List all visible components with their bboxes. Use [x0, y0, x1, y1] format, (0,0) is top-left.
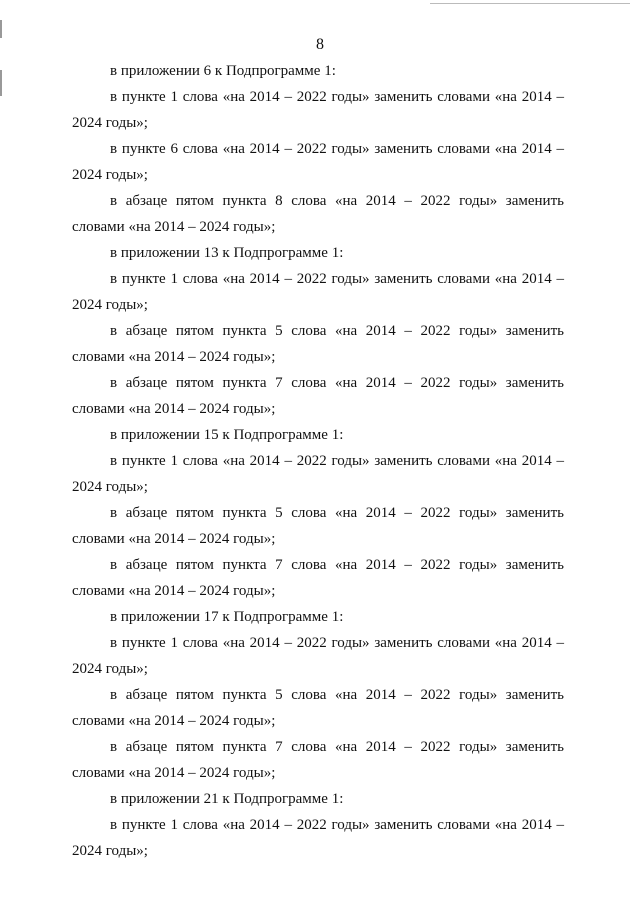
scan-mark-left: [0, 20, 2, 38]
paragraph-appendix-15: в приложении 15 к Подпрограмме 1:: [110, 427, 344, 443]
page-number: 8: [316, 36, 324, 53]
paragraph: в абзаце пятом пункта 8 слова «на 2014 – 2022 годы» заменить словами «на 2014 – 2024 годы»;: [72, 193, 564, 235]
paragraph: в абзаце пятом пункта 5 слова «на 2014 – 2022 годы» заменить словами «на 2014 – 2024 годы»;: [72, 323, 564, 365]
paragraph-appendix-13: в приложении 13 к Подпрограмме 1:: [110, 245, 344, 261]
paragraph: в абзаце пятом пункта 7 слова «на 2014 – 2022 годы» заменить словами «на 2014 – 2024 годы»;: [72, 739, 564, 781]
paragraph: в пункте 6 слова «на 2014 – 2022 годы» заменить словами «на 2014 – 2024 годы»;: [72, 141, 564, 183]
paragraph-appendix-6: в приложении 6 к Подпрограмме 1:: [110, 63, 336, 79]
paragraph-appendix-17: в приложении 17 к Подпрограмме 1:: [110, 609, 344, 625]
paragraph: в абзаце пятом пункта 7 слова «на 2014 – 2022 годы» заменить словами «на 2014 – 2024 годы»;: [72, 557, 564, 599]
paragraph: в пункте 1 слова «на 2014 – 2022 годы» заменить словами «на 2014 – 2024 годы»;: [72, 271, 564, 313]
document-body: [72, 58, 564, 864]
paragraph: в пункте 1 слова «на 2014 – 2022 годы» заменить словами «на 2014 – 2024 годы»;: [72, 635, 564, 677]
paragraph: в абзаце пятом пункта 7 слова «на 2014 – 2022 годы» заменить словами «на 2014 – 2024 годы»;: [72, 375, 564, 417]
scan-mark-left: [0, 70, 2, 96]
paragraph-appendix-21: в приложении 21 к Подпрограмме 1:: [110, 791, 344, 807]
paragraph: в пункте 1 слова «на 2014 – 2022 годы» заменить словами «на 2014 – 2024 годы»;: [72, 453, 564, 495]
paragraph: в абзаце пятом пункта 5 слова «на 2014 – 2022 годы» заменить словами «на 2014 – 2024 годы»;: [72, 687, 564, 729]
scan-mark-top: [430, 3, 630, 4]
paragraph: в пункте 1 слова «на 2014 – 2022 годы» заменить словами «на 2014 – 2024 годы»;: [72, 89, 564, 131]
paragraph: в пункте 1 слова «на 2014 – 2022 годы» заменить словами «на 2014 – 2024 годы»;: [72, 817, 564, 859]
paragraph: в абзаце пятом пункта 5 слова «на 2014 – 2022 годы» заменить словами «на 2014 – 2024 годы»;: [72, 505, 564, 547]
